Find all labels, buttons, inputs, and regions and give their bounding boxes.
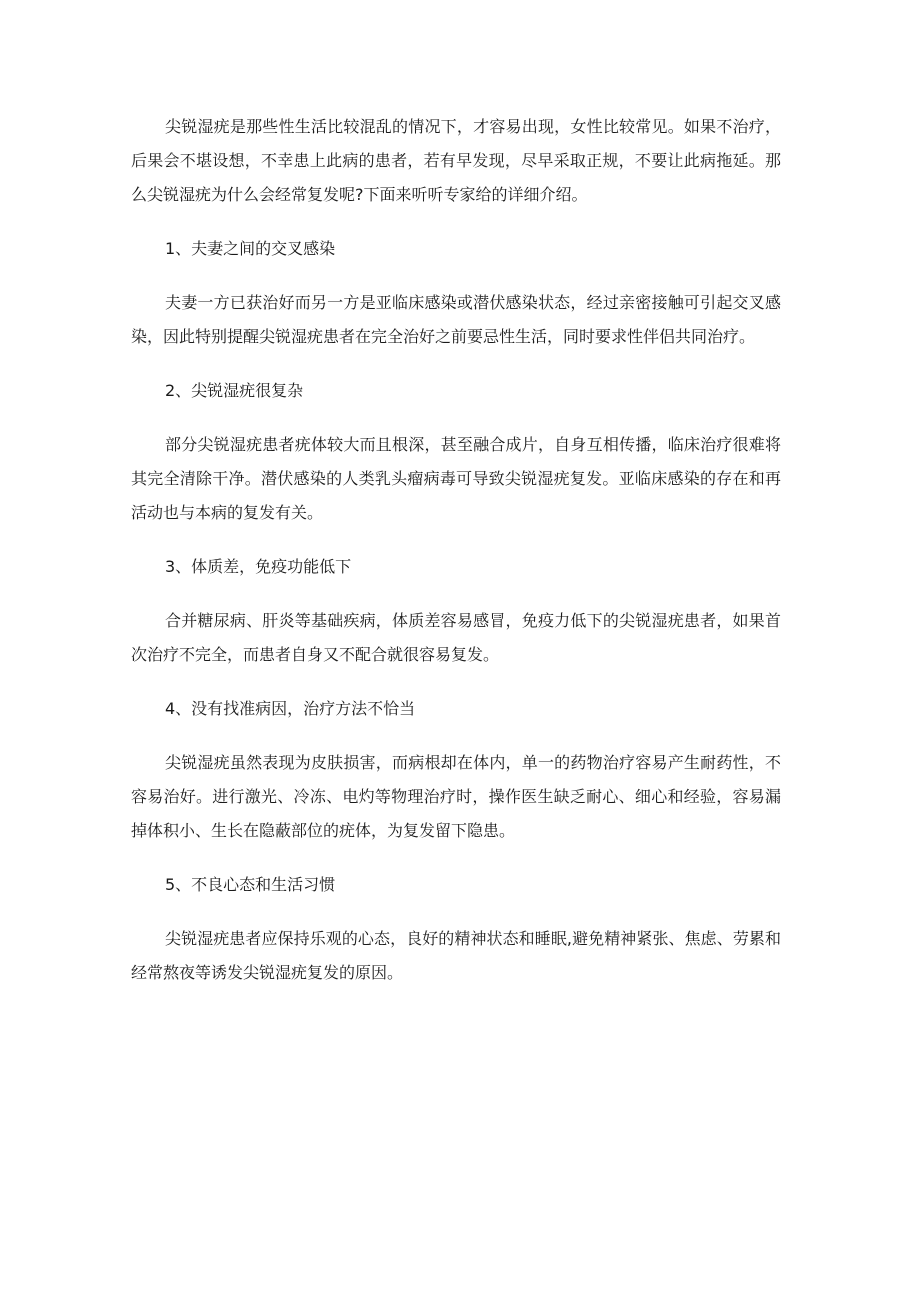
article-body — [131, 110, 781, 1010]
intro-paragraph: 尖锐湿疣是那些性生活比较混乱的情况下，才容易出现，女性比较常见。如果不治疗，后果会不堪设想，不幸患上此病的患者，若有早发现，尽早采取正规，不要让此病拖延。那么尖锐湿疣为什么会经常复发呢?下面来听听专家给的详细介绍。 — [131, 117, 781, 204]
section-body-5: 尖锐湿疣患者应保持乐观的心态，良好的精神状态和睡眠,避免精神紧张、焦虑、劳累和经常熬夜等诱发尖锐湿疣复发的原因。 — [131, 929, 781, 982]
section-heading-1: 1、夫妻之间的交叉感染 — [165, 239, 336, 258]
section-body-1: 夫妻一方已获治好而另一方是亚临床感染或潜伏感染状态，经过亲密接触可引起交叉感染，因此特别提醒尖锐湿疣患者在完全治好之前要忌性生活，同时要求性伴侣共同治疗。 — [131, 293, 781, 346]
section-heading-3: 3、体质差，免疫功能低下 — [165, 557, 352, 576]
section-heading-4: 4、没有找准病因，治疗方法不恰当 — [165, 699, 416, 718]
section-body-4: 尖锐湿疣虽然表现为皮肤损害，而病根却在体内，单一的药物治疗容易产生耐药性，不容易治好。进行激光、冷冻、电灼等物理治疗时，操作医生缺乏耐心、细心和经验，容易漏掉体积小、生长在隐蔽部位的疣体，为复发留下隐患。 — [131, 753, 781, 840]
section-heading-5: 5、不良心态和生活习惯 — [165, 875, 336, 894]
section-heading-2: 2、尖锐湿疣很复杂 — [165, 381, 304, 400]
section-body-2: 部分尖锐湿疣患者疣体较大而且根深，甚至融合成片，自身互相传播，临床治疗很难将其完全清除干净。潜伏感染的人类乳头瘤病毒可导致尖锐湿疣复发。亚临床感染的存在和再活动也与本病的复发有关。 — [131, 435, 781, 522]
section-body-3: 合并糖尿病、肝炎等基础疾病，体质差容易感冒，免疫力低下的尖锐湿疣患者，如果首次治疗不完全，而患者自身又不配合就很容易复发。 — [131, 611, 781, 664]
